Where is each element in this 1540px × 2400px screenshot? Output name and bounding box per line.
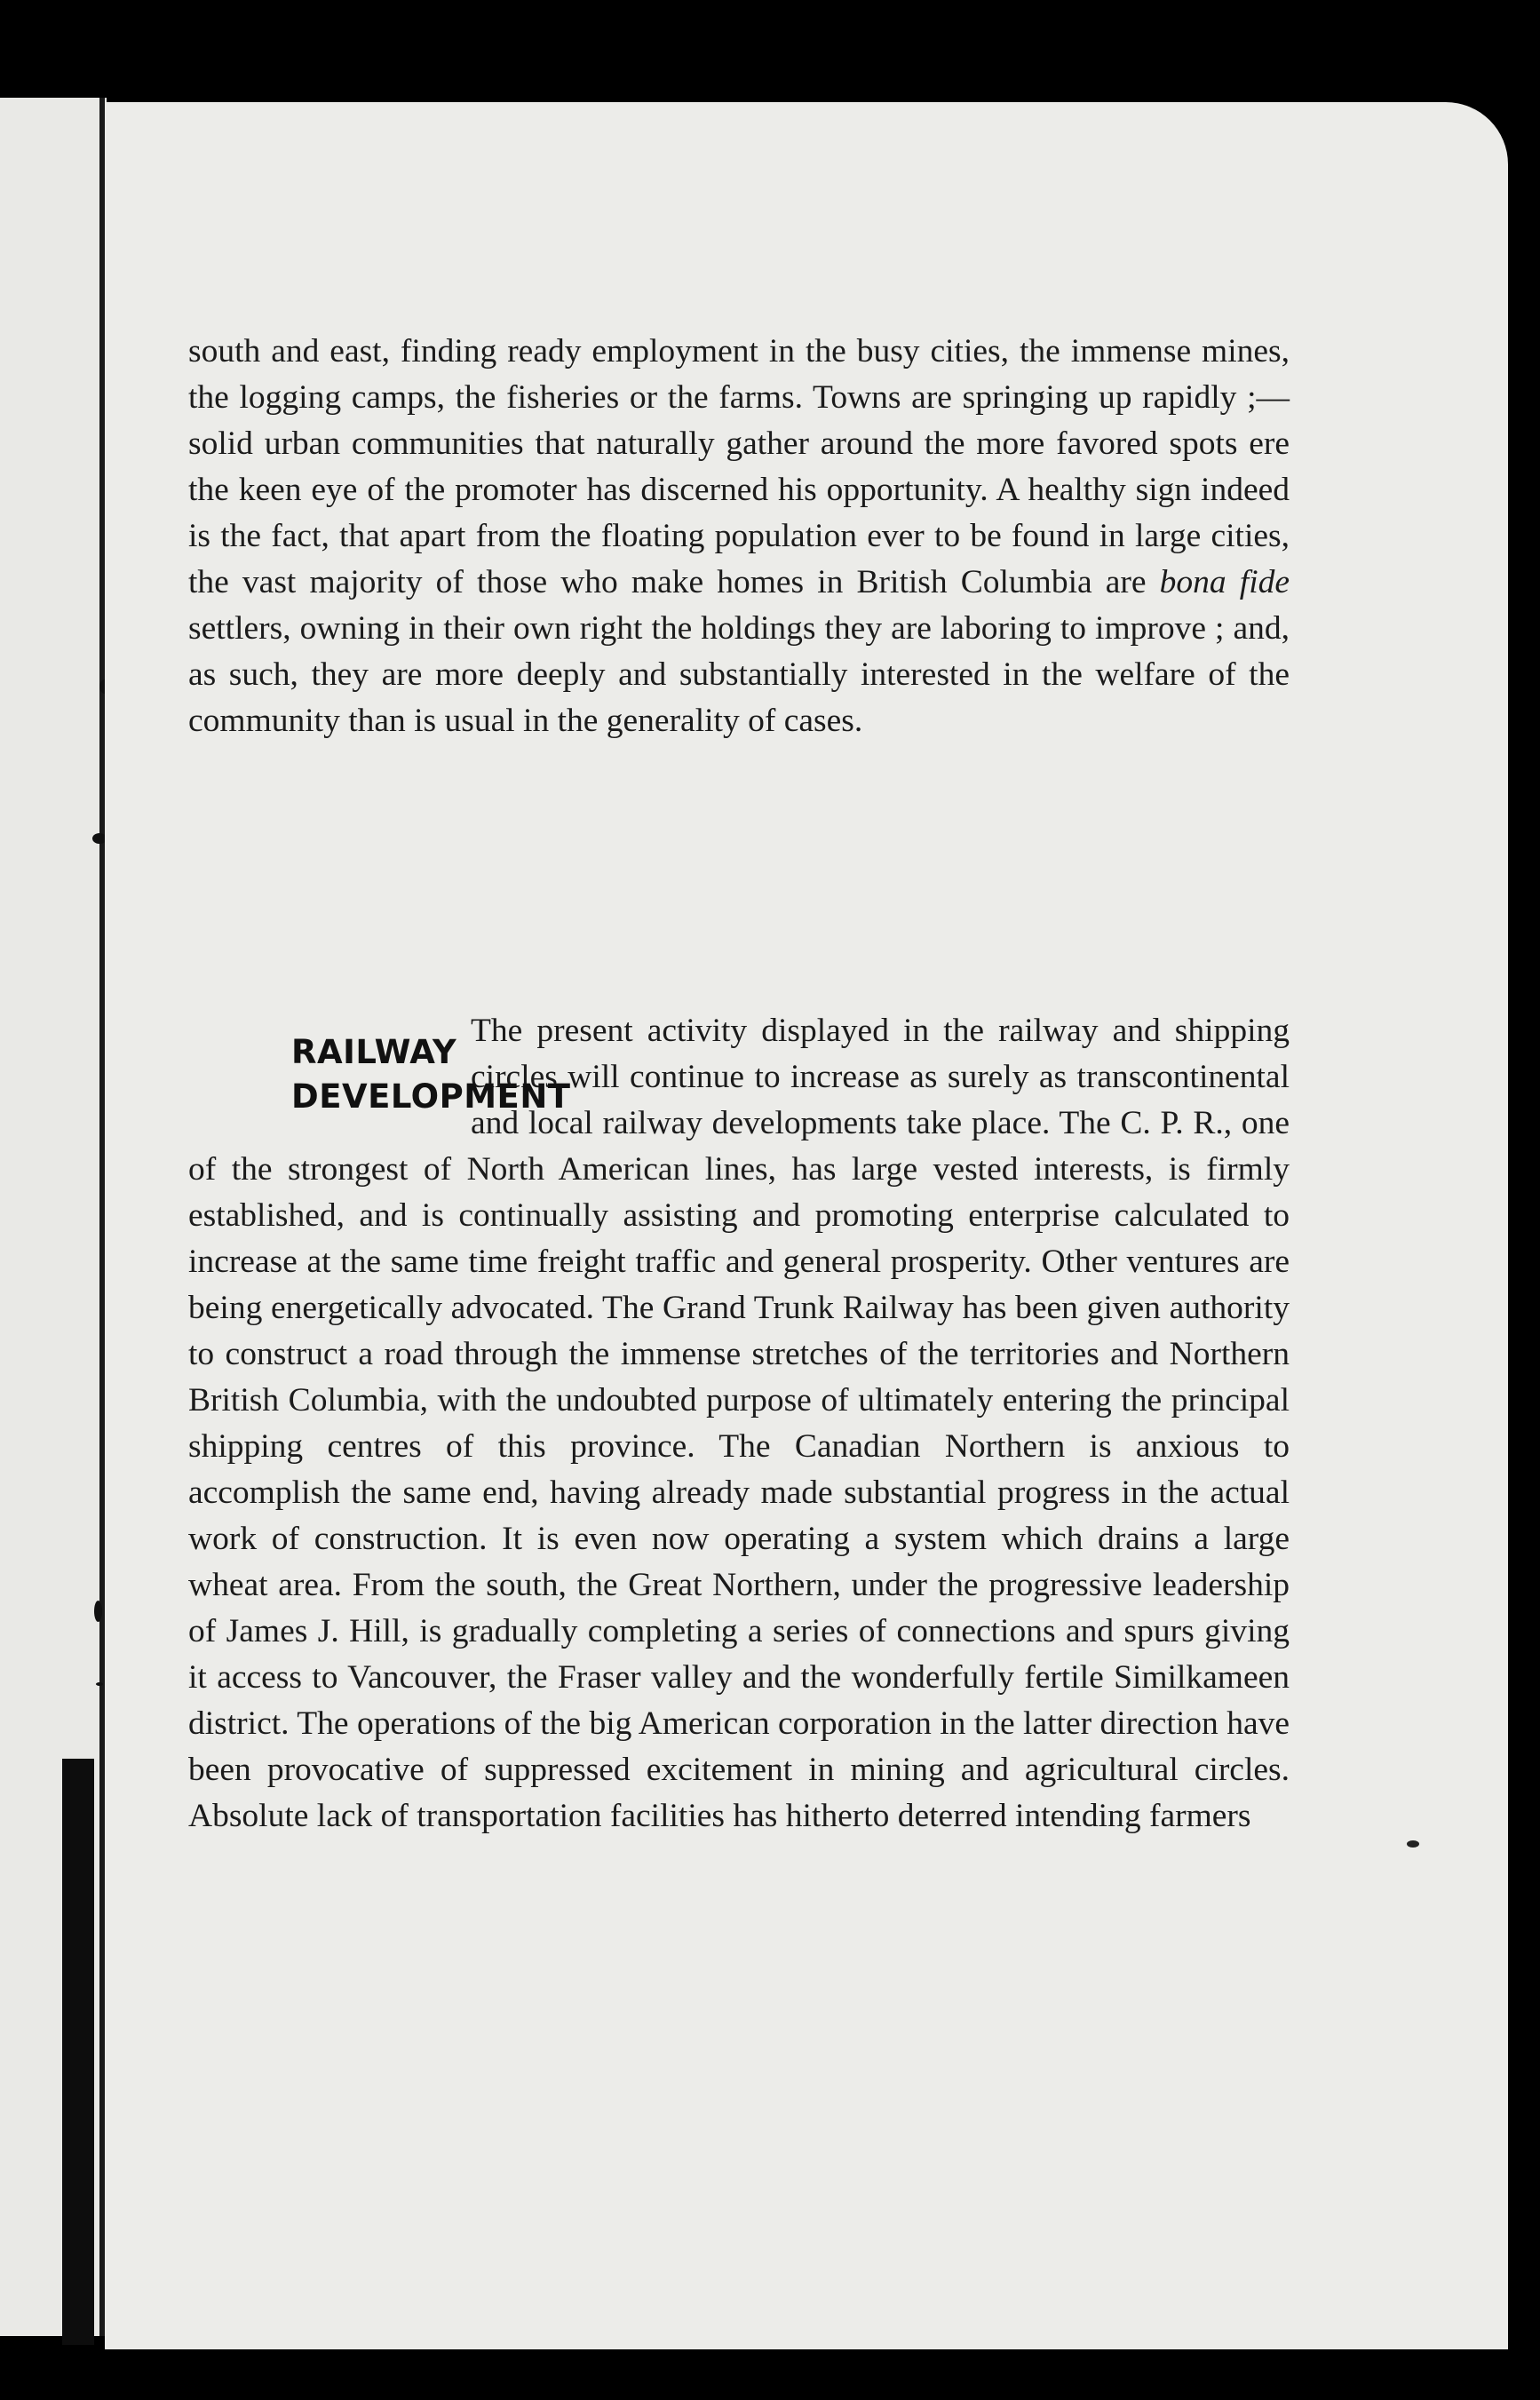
italic-phrase: bona fide — [1159, 564, 1290, 600]
section-heading-line: DEVELOPMENT — [291, 1077, 571, 1116]
margin-mark — [96, 1682, 103, 1686]
margin-mark — [1407, 1840, 1419, 1848]
body-paragraph — [188, 1008, 1290, 1840]
paragraph-text: The present activity displayed in the railway and shipping circles will continue to increase as surely as transcontinental and local railway developments take place. The C. P. R., one of the strongest of North American lines, has large vested interests, is firmly established, and is continually assisting and promoting enterprise calculated to increase at the same time freight traffic and general prosperity. Other ventures are being energetically advocated. The Grand Trunk Railway has been given authority to construct a road through the immense stretches of the territories and Northern British Columbia, with the undoubted purpose of ultimately entering the principal shipping centres of this province. The Canadian Northern is anxious to accomplish the same end, having already made substantial progress in the actual work of construction. It is even now operating a system which drains a large wheat area. From the south, the Great Northern, under the progressive leadership of James J. Hill, is gradually completing a series of connections and spurs giving it access to Vancouver, the Fraser valley and the wonderfully fertile Similkameen district. The operations of the big American corporation in the latter direction have been provocative of suppressed excitement in mining and agricultural circles. Absolute lack of transportation facilities has hitherto deterred intending farmers — [188, 1013, 1290, 1834]
page-gutter-shadow — [62, 1759, 94, 2345]
paragraph-text: settlers, owning in their own right the holdings they are laboring to improve ; and, as such, they are more deeply and substantially interested in the welfare of the community than is usual in the generality of cases. — [188, 610, 1290, 739]
section-heading — [291, 1030, 571, 1119]
paragraph-text: south and east, finding ready employment in the busy cities, the immense mines, the logging camps, the fisheries or the farms. Towns are springing up rapidly ;—solid urban communities that naturally gather around the more favored spots ere the keen eye of the promoter has discerned his opportunity. A healthy sign indeed is the fact, that apart from the floating population ever to be found in large cities, the vast majority of those who make homes in British Columbia are — [188, 333, 1290, 600]
body-paragraph — [188, 329, 1290, 744]
margin-mark — [94, 1601, 102, 1622]
section-heading-line: RAILWAY — [291, 1033, 457, 1071]
